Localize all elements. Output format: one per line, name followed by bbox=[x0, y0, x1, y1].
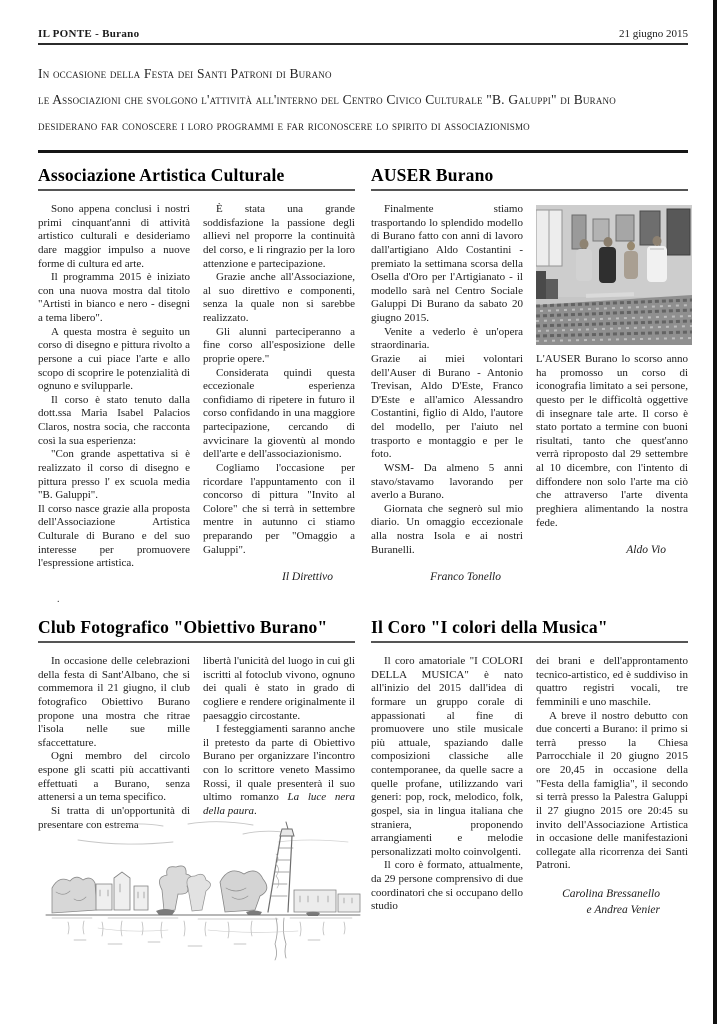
article-auser-burano bbox=[371, 165, 688, 617]
paragraph: "Con grande aspettativa si è realizzato il corso di disegno e pittura presso l' ex scuola media "B. Galuppi". bbox=[38, 448, 190, 502]
article-column-2 bbox=[203, 203, 355, 583]
article-title: Associazione Artistica Culturale bbox=[38, 165, 355, 191]
article-column-1 bbox=[371, 203, 523, 583]
intro-line-3: desiderano far conoscere i loro programmi e far riconoscere lo spirito di associazionismo bbox=[38, 118, 530, 133]
section-divider bbox=[38, 150, 688, 153]
paragraph: Venite a vederlo è un'opera straordinaria. bbox=[371, 325, 523, 352]
intro-line-2: le Associazioni che svolgono l'attività all'interno del Centro Civico Culturale "B. Galuppi" di Burano bbox=[38, 92, 616, 107]
article-column-1 bbox=[371, 655, 523, 918]
paragraph: Il coro amatoriale "I COLORI DELLA MUSICA" è nato all'inizio del 2015 dall'idea di formare un gruppo corale di appassionati al fine di promuovere uno stile musicale più attuale, spaziando dalle composizioni classiche alle contemporanee, da quelle sacre a quelle profane, utilizzando vari generi: pop, rock, melodico, folk, gospel, sia in lingua italiana che straniera, proponendo arrangiamenti e melodie personalizzati molto coinvolgenti. bbox=[371, 655, 523, 858]
signature-line-1: Carolina Bressanello bbox=[562, 888, 660, 900]
intro-line-1: In occasione della Festa dei Santi Patroni di Burano bbox=[38, 66, 332, 81]
paragraph: Il corso nasce grazie alla proposta dell'Associazione Artistica Culturale di Burano e del suo interesse per promuovere l'espressione artistica. bbox=[38, 502, 190, 570]
paragraph: libertà l'unicità del luogo in cui gli iscritti al fotoclub vivono, ognuno dei quali è stato in grado di cogliere e rendere originalmente il paesaggio circostante. bbox=[203, 655, 355, 722]
signature: Il Direttivo bbox=[282, 571, 333, 584]
article-associazione-artistica bbox=[38, 165, 355, 617]
paragraph-text: I festeggiamenti saranno anche il pretesto da parte di Obiettivo Burano per organizzare l'incontro con lo scrittore veneto Massimo Rossi, il quale presenterà il suo ultimo romanzo bbox=[203, 723, 355, 804]
paragraph: L'AUSER Burano lo scorso anno ha promosso un corso di iconografia limitato a sei persone, questo per le difficoltà oggettive di insegnare tale arte. Il corso è stato portato a termine con buoni risultati, tanto che quest'anno verrà riproposto dal 29 settembre al 10 dicembre, con l'intento di diffondere non solo l'arte ma ciò che attraverso l'arte diventa preghiera alimentando la nostra fede. bbox=[536, 353, 688, 529]
paragraph: Il corso è stato tenuto dalla dott.ssa Maria Isabel Palacios Claros, nostra socia, che racconta così la sua esperienza: bbox=[38, 393, 190, 447]
paragraph: Considerata quindi questa eccezionale esperienza confidiamo di ripetere in futuro il corso confidando in una maggiore partecipazione, cercando di avvicinare la gioventù al mondo dell'arte e dell'associazionismo. bbox=[203, 366, 355, 461]
articles-row-bottom bbox=[38, 617, 688, 964]
paragraph: Cogliamo l'occasione per ricordare l'appuntamento con il concorso di pittura "Invito al Colore" che si terrà in settembre mentre in autunno ci stiamo preparando per "Omaggio a Galuppi". bbox=[203, 461, 355, 556]
article-columns bbox=[38, 203, 355, 583]
signature bbox=[536, 887, 688, 918]
scan-stray-mark: . bbox=[57, 594, 60, 605]
paragraph: WSM- Da almeno 5 anni stavo/stavamo lavorando per averlo a Burano. bbox=[371, 461, 523, 502]
article-column-1 bbox=[38, 655, 190, 832]
paragraph: A breve il nostro debutto con due concerti a Burano: il primo si terrà presso la Chiesa Parrocchiale il 20 giugno 2015 ore 20,45 in occasione della "Festa della famiglia", il secondo si terrà presso la Palestra Galuppi il 27 giugno 2015 ore 20:45 su invito dell'Associazione Artistica in occasione delle manifestazioni collegate alla ricorrenza dei Santi Patroni. bbox=[536, 709, 688, 872]
auser-model-photo-image bbox=[536, 205, 692, 345]
article-column-2 bbox=[536, 655, 688, 918]
paragraph: Sono appena conclusi i nostri primi cinquant'anni di attività artistico culturali e desideriamo dare maggior impulso a nuove forme di cultura ed arte. bbox=[38, 203, 190, 270]
paragraph: Ogni membro del circolo espone gli scatti più accattivanti effettuati a Burano, senza attenersi a un tema specifico. bbox=[38, 750, 190, 804]
article-title: Club Fotografico "Obiettivo Burano" bbox=[38, 617, 355, 643]
article-column-1 bbox=[38, 203, 190, 583]
article-column-2 bbox=[536, 203, 688, 583]
article-title: Il Coro "I colori della Musica" bbox=[371, 617, 688, 643]
paragraph: Gli alunni parteciperanno a fine corso all'esposizione delle proprie opere." bbox=[203, 325, 355, 365]
burano-sketch bbox=[38, 818, 355, 964]
burano-sketch-image bbox=[38, 818, 368, 964]
signature-line-2: e Andrea Venier bbox=[586, 903, 660, 916]
paragraph-text: . bbox=[254, 804, 257, 817]
paragraph: A questa mostra è seguito un corso di disegno e pittura rivolto a persone a cui piace l'arte e allo scopo di scoprire le potenzialità di ognuno e svilupparle. bbox=[38, 325, 190, 393]
paragraph: Si tratta di un'opportunità di presentare con estrema bbox=[38, 804, 190, 831]
paragraph: Il programma 2015 è iniziato con una nuova mostra dal titolo "Artisti in bianco e nero - disegni a tema libero". bbox=[38, 271, 190, 324]
article-columns bbox=[38, 655, 355, 832]
paragraph: Finalmente stiamo trasportando lo splendido modello di Burano fatto con anni di lavoro dall'artigiano Aldo Costantini - premiato la settimana scorsa della Osella d'Oro per l'Artigianato - il modello sarà nel Centro Sociale Galuppi Di Burano da sabato 20 giugno 2015. bbox=[371, 203, 523, 324]
masthead-title: IL PONTE - Burano bbox=[38, 28, 140, 40]
masthead-date: 21 giugno 2015 bbox=[618, 28, 688, 40]
article-columns bbox=[371, 655, 688, 918]
article-club-fotografico bbox=[38, 617, 355, 964]
masthead bbox=[38, 28, 688, 45]
paragraph: In occasione delle celebrazioni della festa di Sant'Albano, che si commemora il 21 giugno, il club fotografico Obiettivo Burano propone una mostra che ritrae l'isola nelle sue mille sfaccettature. bbox=[38, 655, 190, 749]
article-coro-colori-musica bbox=[371, 617, 688, 964]
auser-model-photo bbox=[536, 205, 688, 345]
article-title: AUSER Burano bbox=[371, 165, 688, 191]
paragraph: Grazie ai miei volontari dell'Auser di Burano - Antonio Trevisan, Aldo D'Este, Franco D'Este e all'amico Alessandro Costantini, figlio di Aldo, l'autore del modello, per l'aiuto nel trasporto e montaggio e per le foto. bbox=[371, 352, 523, 461]
signature: Franco Tonello bbox=[430, 571, 501, 584]
paragraph: Il coro è formato, attualmente, da 29 persone comprensivo di due coordinatori che si occupano dello studio bbox=[371, 859, 523, 913]
signature: Aldo Vio bbox=[626, 544, 666, 557]
book-title: La luce nera della paura bbox=[203, 791, 355, 817]
article-column-2 bbox=[203, 655, 355, 832]
articles-row-top bbox=[38, 165, 688, 617]
paragraph: dei brani e dell'approntamento tecnico-artistico, ed è suddiviso in quattro registri vocali, tre femminili e uno maschile. bbox=[536, 655, 688, 708]
paragraph: È stata una grande soddisfazione la passione degli allievi nel proporre la continuità del corso, e li ringrazio per la loro attenzione e partecipazione. bbox=[203, 203, 355, 270]
article-columns bbox=[371, 203, 688, 583]
intro-paragraph bbox=[38, 61, 688, 139]
paragraph bbox=[203, 723, 355, 818]
scan-edge-bar bbox=[713, 0, 717, 1024]
paragraph: Grazie anche all'Associazione, al suo direttivo e componenti, senza la quale non si sarebbe realizzato. bbox=[203, 271, 355, 324]
paragraph: Giornata che segnerò sul mio diario. Un omaggio eccezionale alla nostra Isola e ai nostri Buranelli. bbox=[371, 502, 523, 556]
